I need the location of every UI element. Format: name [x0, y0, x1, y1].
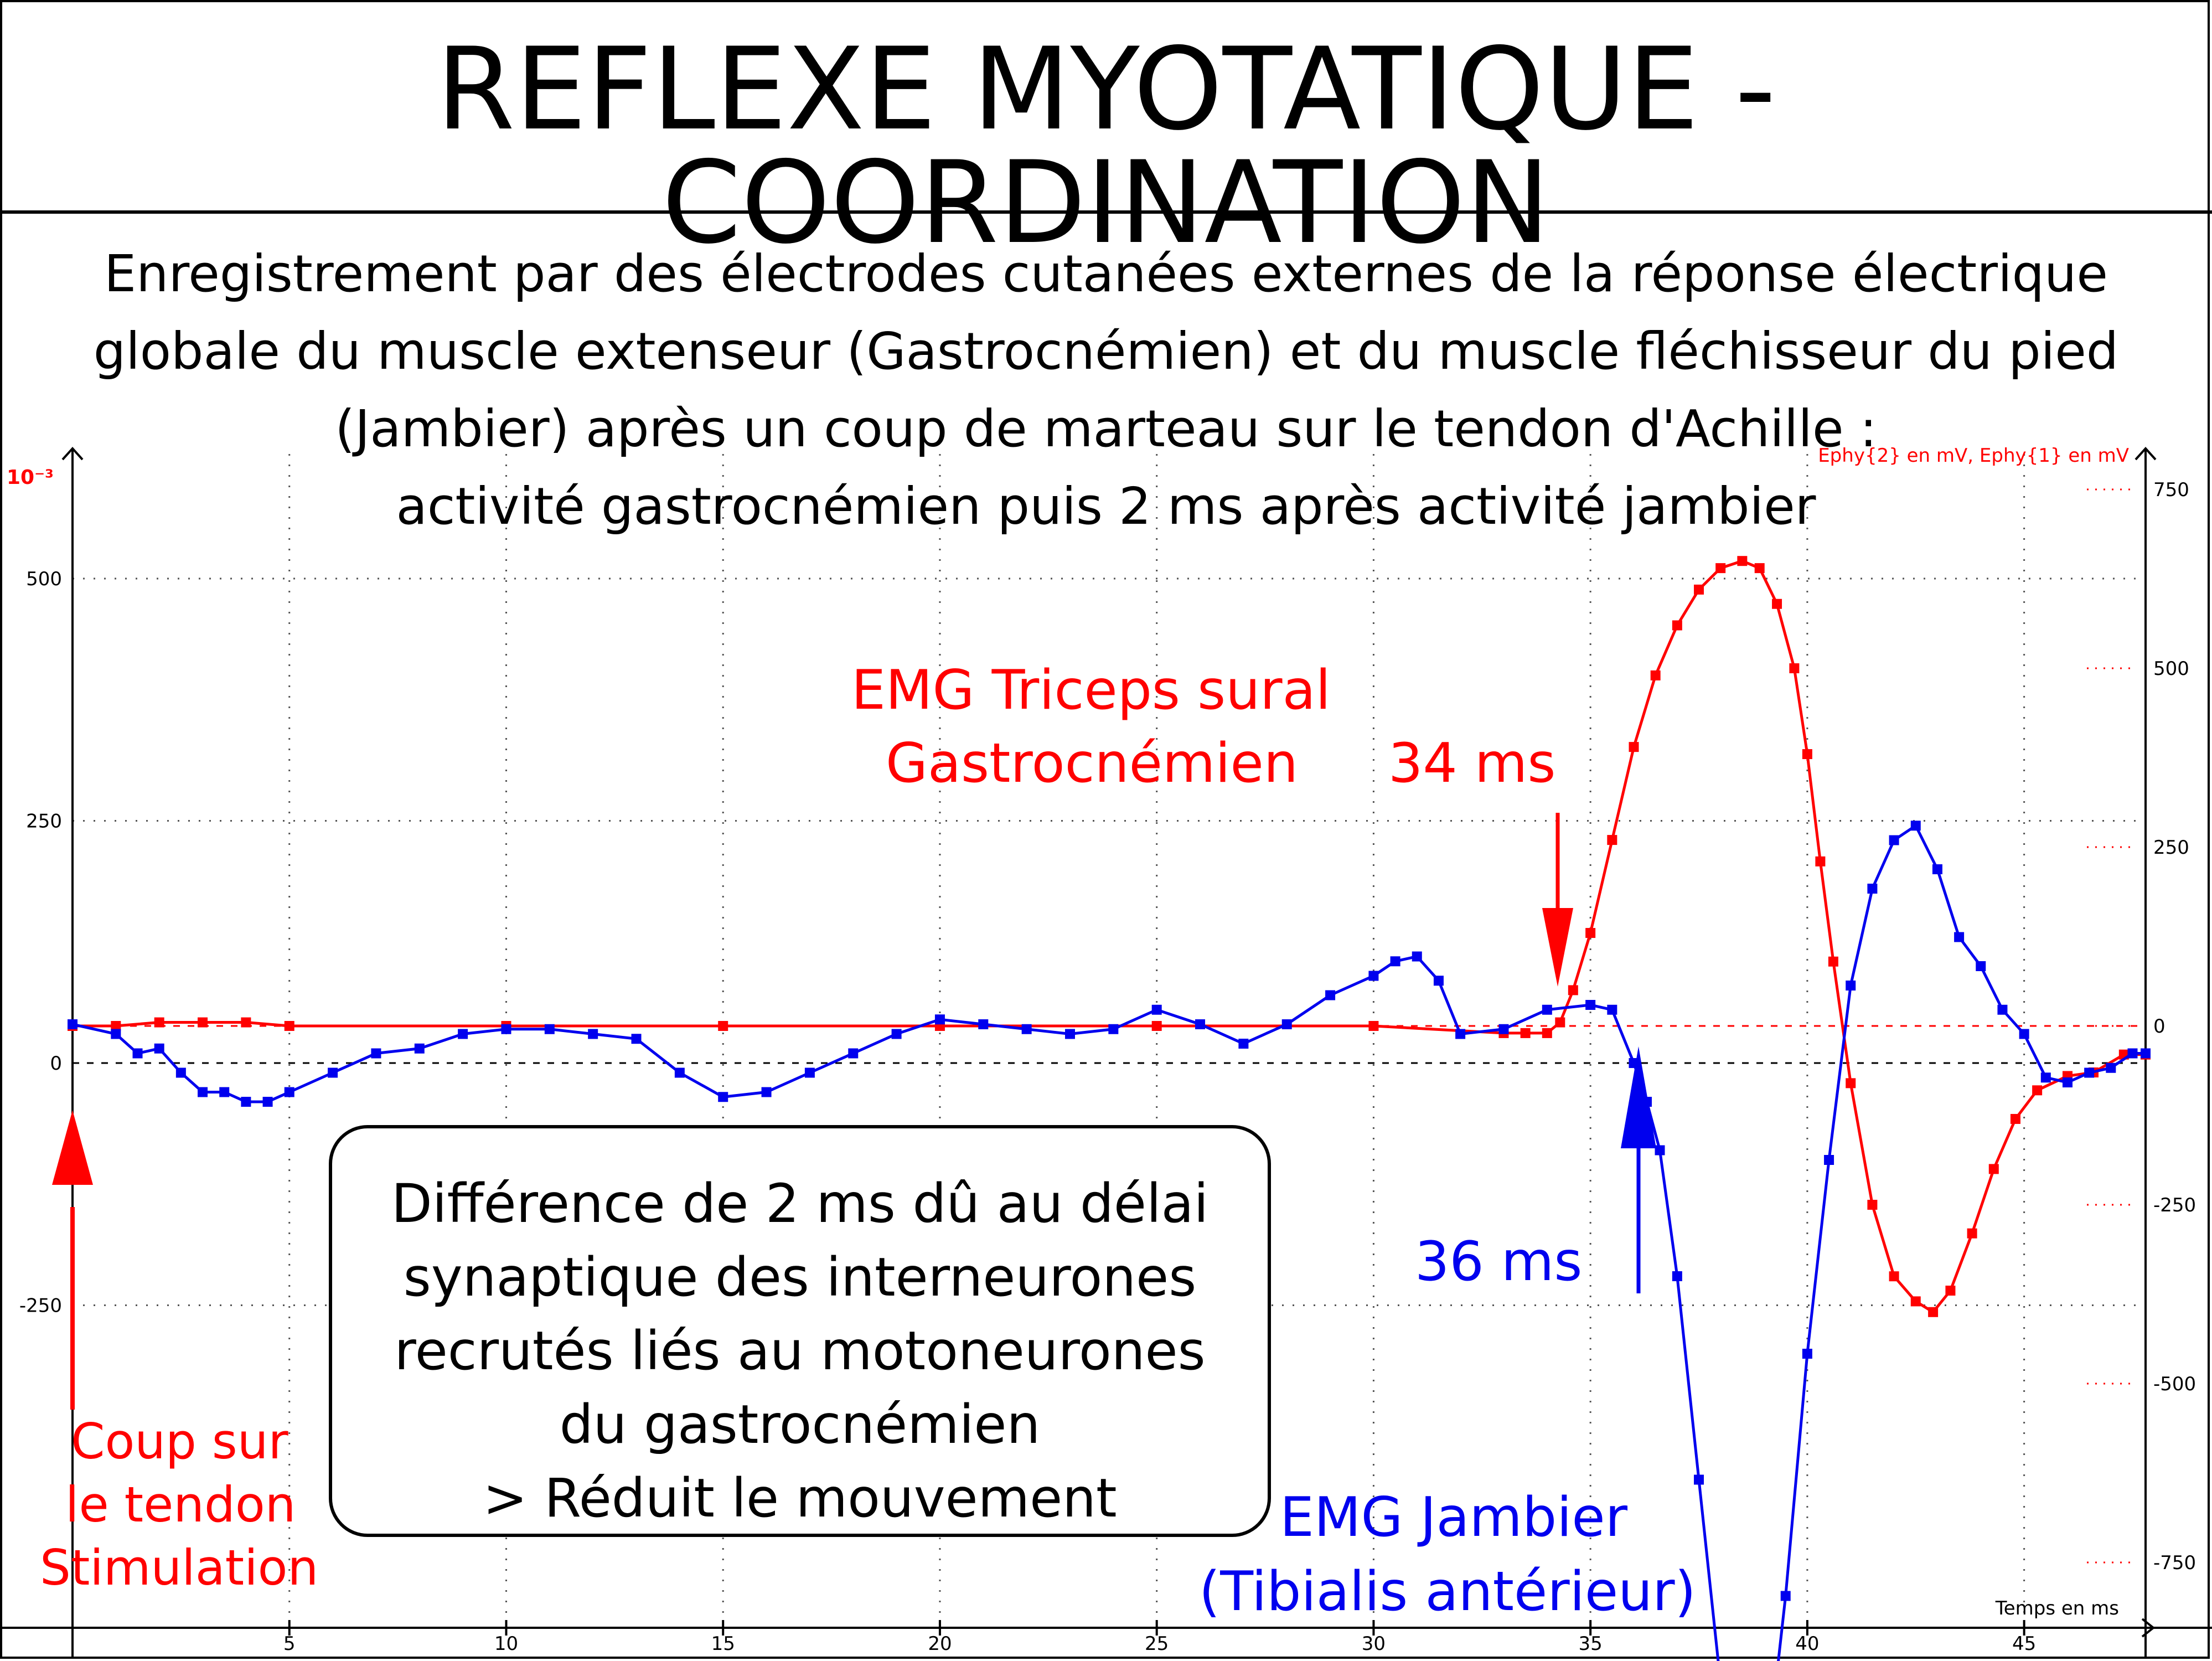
- data-point-jambier: [1022, 1024, 1032, 1034]
- data-point-jambier: [1542, 1005, 1552, 1015]
- explanation-line: > Réduit le mouvement: [483, 1467, 1117, 1529]
- data-point-gastrocnemien: [154, 1018, 164, 1028]
- data-point-jambier: [935, 1014, 945, 1024]
- data-point-gastrocnemien: [1368, 1021, 1378, 1031]
- data-point-gastrocnemien: [1629, 742, 1639, 752]
- description-line: globale du muscle extenseur (Gastrocnémien) et du muscle fléchisseur du pied: [93, 322, 2119, 381]
- data-point-jambier: [1195, 1019, 1205, 1029]
- stimulation-label-line2: le tendon: [65, 1476, 296, 1533]
- data-point-jambier: [1997, 1005, 2007, 1015]
- data-point-jambier: [978, 1019, 988, 1029]
- data-point-gastrocnemien: [1585, 928, 1595, 938]
- data-point-jambier: [1802, 1349, 1812, 1359]
- explanation-line: du gastrocnémien: [559, 1394, 1041, 1456]
- data-point-jambier: [1932, 864, 1942, 874]
- data-point-jambier: [2127, 1049, 2137, 1059]
- data-point-jambier: [1325, 991, 1335, 1000]
- stimulation-arrow-head: [52, 1110, 93, 1185]
- jambier-onset-time: 36 ms: [1415, 1230, 1583, 1293]
- description: [0, 235, 2212, 545]
- data-point-gastrocnemien: [1542, 1028, 1552, 1038]
- data-point-jambier: [1585, 1000, 1595, 1010]
- x-tick-label: 15: [711, 1633, 735, 1655]
- jambier-label-line1: EMG Jambier: [1280, 1486, 1628, 1549]
- data-point-jambier: [1781, 1591, 1791, 1601]
- data-point-jambier: [1607, 1005, 1617, 1015]
- data-point-gastrocnemien: [1828, 957, 1838, 967]
- data-point-gastrocnemien: [1715, 563, 1725, 573]
- data-point-gastrocnemien: [198, 1018, 208, 1028]
- data-point-jambier: [1152, 1005, 1162, 1015]
- data-point-gastrocnemien: [1911, 1296, 1921, 1306]
- gastro-onset-time: 34 ms: [1388, 732, 1556, 795]
- data-point-gastrocnemien: [285, 1021, 294, 1031]
- explanation-box: [329, 1125, 1271, 1537]
- data-point-jambier: [1455, 1029, 1465, 1039]
- data-point-jambier: [371, 1049, 381, 1059]
- data-point-jambier: [545, 1024, 555, 1034]
- data-point-jambier: [176, 1068, 186, 1078]
- explanation-line: Différence de 2 ms dû au délai: [391, 1173, 1209, 1235]
- data-point-gastrocnemien: [1802, 749, 1812, 759]
- description-line: (Jambier) après un coup de marteau sur le tendon d'Achille :: [335, 399, 1877, 458]
- data-point-gastrocnemien: [1989, 1164, 1999, 1174]
- data-point-gastrocnemien: [1928, 1307, 1938, 1317]
- data-point-jambier: [198, 1087, 208, 1097]
- data-point-jambier: [1065, 1029, 1075, 1039]
- data-point-jambier: [1954, 932, 1964, 942]
- data-point-gastrocnemien: [1555, 1018, 1565, 1028]
- right-axis-legend: Ephy{2} en mV, Ephy{1} en mV: [1818, 445, 2129, 467]
- data-point-gastrocnemien: [1789, 663, 1799, 673]
- data-point-jambier: [1824, 1155, 1834, 1165]
- data-point-jambier: [1694, 1475, 1704, 1485]
- data-point-gastrocnemien: [1568, 985, 1578, 995]
- data-point-jambier: [1889, 835, 1899, 845]
- data-point-jambier: [1655, 1146, 1665, 1156]
- description-line: Enregistrement par des électrodes cutanées externes de la réponse électrique: [104, 244, 2108, 303]
- left-axis-unit: 10⁻³: [7, 466, 54, 489]
- data-point-gastrocnemien: [2011, 1114, 2020, 1124]
- x-tick-label: 5: [283, 1633, 296, 1655]
- data-point-gastrocnemien: [1967, 1229, 1977, 1239]
- data-point-gastrocnemien: [1815, 857, 1825, 866]
- right-tick-label: 500: [2153, 658, 2189, 680]
- data-point-jambier: [328, 1068, 338, 1078]
- x-tick-label: 40: [1795, 1633, 1820, 1655]
- x-tick-label: 30: [1361, 1633, 1386, 1655]
- data-point-jambier: [2041, 1072, 2051, 1082]
- data-point-jambier: [154, 1044, 164, 1054]
- left-tick-label: 250: [26, 810, 62, 833]
- data-point-gastrocnemien: [1945, 1286, 1955, 1296]
- data-point-gastrocnemien: [1755, 563, 1765, 573]
- right-tick-label: -500: [2153, 1373, 2197, 1395]
- data-point-jambier: [1434, 976, 1444, 986]
- data-point-jambier: [241, 1097, 251, 1107]
- data-point-gastrocnemien: [241, 1018, 251, 1028]
- data-point-jambier: [1672, 1271, 1682, 1281]
- data-point-jambier: [588, 1029, 598, 1039]
- data-point-jambier: [632, 1034, 642, 1044]
- data-point-jambier: [718, 1092, 728, 1102]
- data-point-jambier: [68, 1019, 77, 1029]
- gastro-onset-arrow-head: [1542, 908, 1573, 987]
- explanation-line: recrutés liés au motoneurones: [394, 1320, 1206, 1382]
- data-point-gastrocnemien: [1737, 556, 1747, 566]
- data-point-jambier: [1238, 1039, 1248, 1049]
- data-point-jambier: [501, 1024, 511, 1034]
- data-point-jambier: [1911, 821, 1921, 830]
- data-point-jambier: [1867, 884, 1877, 894]
- data-point-gastrocnemien: [1521, 1028, 1531, 1038]
- stimulation-label-line1: Coup sur: [71, 1413, 288, 1470]
- data-point-jambier: [263, 1097, 273, 1107]
- x-tick-label: 25: [1145, 1633, 1169, 1655]
- description-line: activité gastrocnémien puis 2 ms après activité jambier: [396, 477, 1816, 536]
- data-point-jambier: [2141, 1049, 2151, 1059]
- data-point-jambier: [1498, 1024, 1508, 1034]
- data-point-gastrocnemien: [1607, 835, 1617, 845]
- right-tick-label: 0: [2153, 1015, 2166, 1038]
- data-point-jambier: [892, 1029, 902, 1039]
- gastro-label-line2: Gastrocnémien: [886, 732, 1298, 795]
- data-point-jambier: [111, 1029, 121, 1039]
- page-title: REFLEXE MYOTATIQUE - COORDINATION: [436, 24, 1776, 269]
- left-tick-label: -250: [19, 1294, 62, 1317]
- gastro-label-line1: EMG Triceps sural: [851, 659, 1331, 722]
- data-point-jambier: [1976, 961, 1986, 971]
- data-point-jambier: [1108, 1024, 1118, 1034]
- explanation-line: synaptique des interneurones: [403, 1246, 1197, 1308]
- left-tick-label: 0: [50, 1053, 62, 1075]
- data-point-jambier: [1412, 952, 1422, 962]
- data-point-gastrocnemien: [1889, 1271, 1899, 1281]
- data-point-jambier: [805, 1068, 815, 1078]
- right-tick-label: -250: [2153, 1194, 2197, 1216]
- data-point-jambier: [415, 1044, 425, 1054]
- data-point-jambier: [2019, 1029, 2029, 1039]
- data-point-jambier: [458, 1029, 468, 1039]
- data-point-jambier: [1282, 1019, 1292, 1029]
- data-point-jambier: [1846, 981, 1856, 991]
- right-tick-label: -750: [2153, 1552, 2197, 1574]
- right-tick-label: 750: [2153, 479, 2189, 501]
- data-point-jambier: [285, 1087, 294, 1097]
- data-point-jambier: [2106, 1063, 2116, 1073]
- data-point-jambier: [762, 1087, 772, 1097]
- data-point-jambier: [1368, 971, 1378, 981]
- data-point-gastrocnemien: [1694, 585, 1704, 595]
- data-point-gastrocnemien: [718, 1021, 728, 1031]
- data-point-gastrocnemien: [1846, 1078, 1856, 1088]
- x-tick-label: 20: [928, 1633, 952, 1655]
- data-point-jambier: [1391, 956, 1400, 966]
- data-point-jambier: [219, 1087, 229, 1097]
- x-tick-label: 45: [2012, 1633, 2037, 1655]
- data-point-jambier: [133, 1049, 143, 1059]
- data-point-gastrocnemien: [1651, 670, 1661, 680]
- data-point-gastrocnemien: [1152, 1021, 1162, 1031]
- right-tick-label: 250: [2153, 837, 2189, 859]
- stimulation-label-line3: Stimulation: [40, 1539, 319, 1596]
- data-point-gastrocnemien: [1672, 620, 1682, 630]
- data-point-gastrocnemien: [1772, 599, 1782, 609]
- data-point-jambier: [2084, 1068, 2094, 1078]
- left-tick-label: 500: [26, 568, 62, 590]
- x-axis-label: Temps en ms: [1995, 1597, 2119, 1619]
- jambier-label-line2: (Tibialis antérieur): [1199, 1560, 1696, 1623]
- data-point-jambier: [675, 1068, 685, 1078]
- data-point-jambier: [848, 1049, 858, 1059]
- data-point-gastrocnemien: [1867, 1200, 1877, 1210]
- x-tick-label: 10: [494, 1633, 519, 1655]
- data-point-gastrocnemien: [2032, 1085, 2042, 1095]
- x-tick-label: 35: [1578, 1633, 1603, 1655]
- data-point-jambier: [2063, 1077, 2073, 1087]
